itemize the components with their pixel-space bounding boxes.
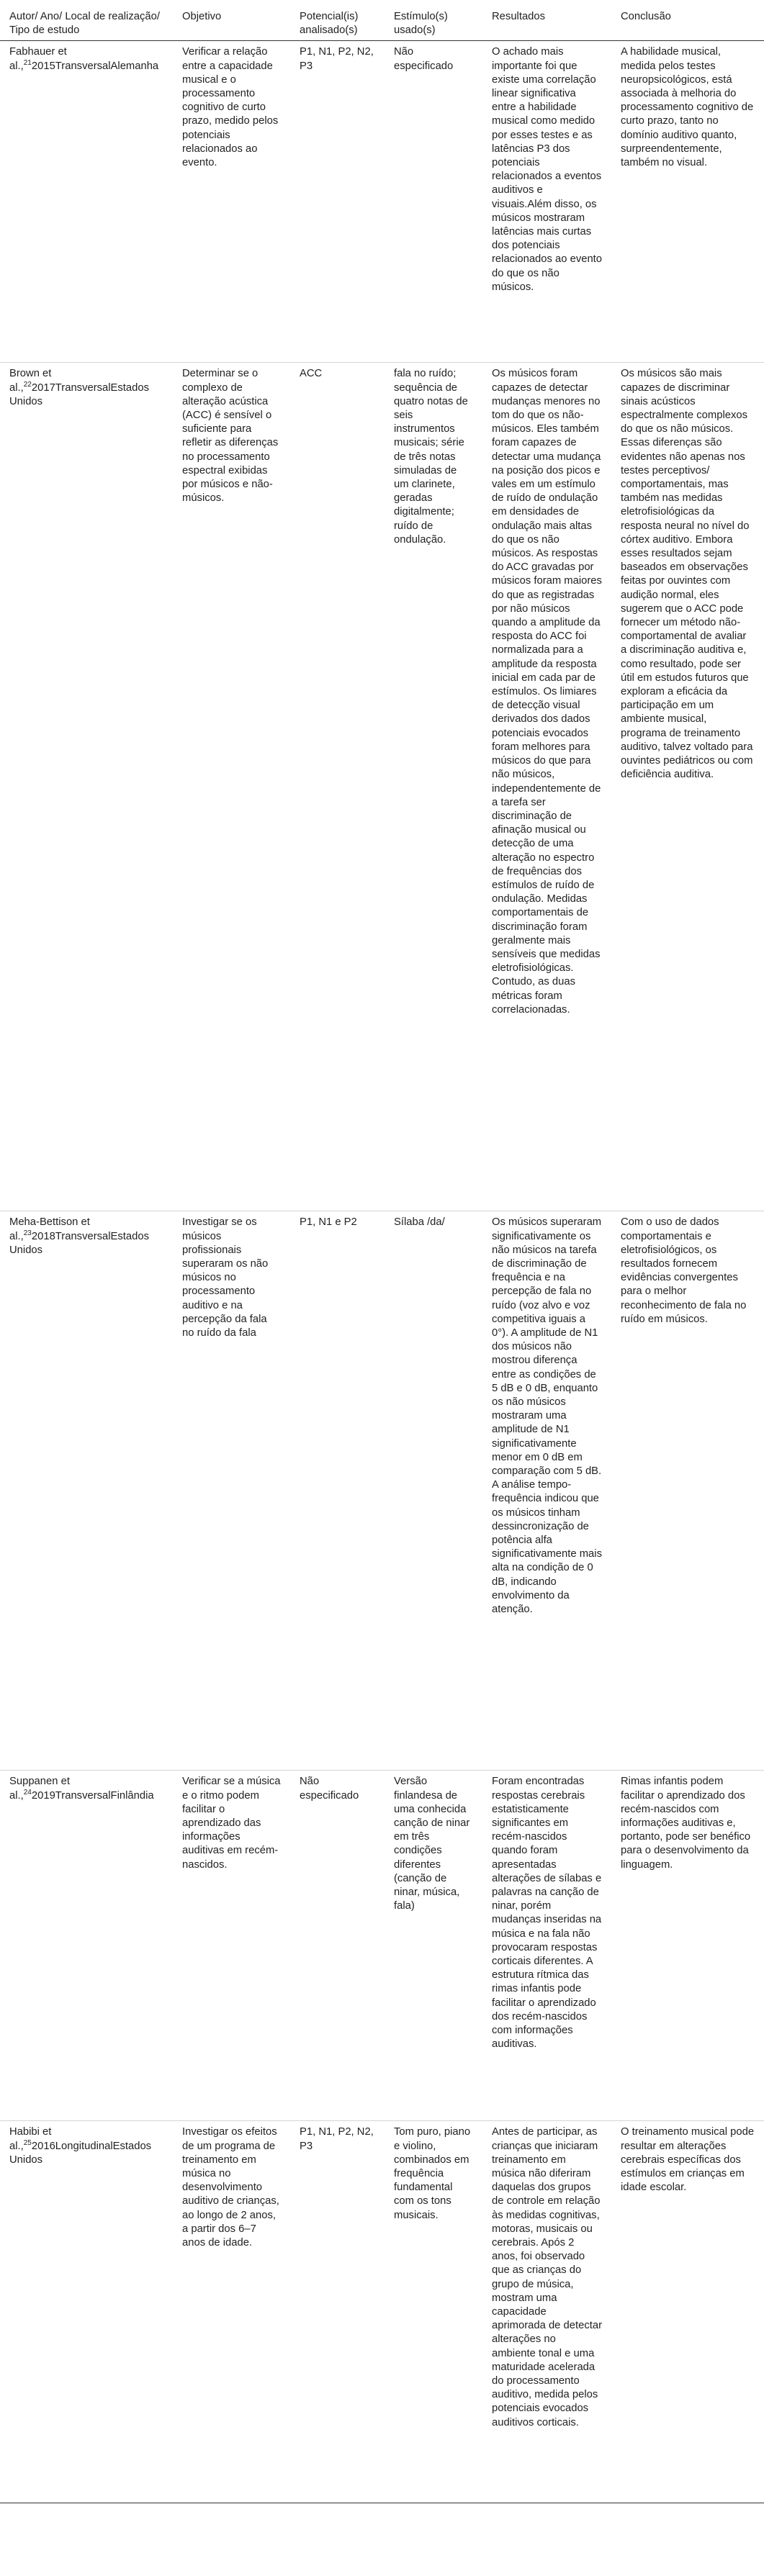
reference-link[interactable]: 25 — [23, 2138, 32, 2147]
study-details: 2019TransversalFinlândia — [31, 1789, 154, 1802]
study-details: 2018TransversalEstados Unidos — [9, 1230, 150, 1256]
author-name: Fabhauer et al., — [9, 46, 67, 72]
stimuli-cell: Sílaba /da/ — [394, 1216, 445, 1229]
author-name: Meha-Bettison et al., — [9, 1216, 90, 1242]
header-conclusion: Conclusão — [621, 11, 671, 22]
conclusion-cell: Rimas infantis podem facilitar o aprendizado dos recém-nascidos com informações auditivas e, portanto, pode ser benéfico para o desenvolvimento da linguagem. — [621, 1776, 751, 1871]
author-cell — [0, 1211, 173, 1771]
results-cell: O achado mais importante foi que existe uma correlação linear significativa entre a habilidade musical como medido por esses testes e as latências P3 dos potenciais relacionados a eventos auditivos e visuais.Além disso, os músicos mostraram latências mais curtas dos potenciais relacionados ao evento do que os não músicos. — [492, 46, 603, 293]
objective-cell: Investigar os efeitos de um programa de treinamento em música no desenvolvimento auditivo de crianças, ao longo de 2 anos, a partir dos 6–7 anos de idade. — [182, 2126, 279, 2249]
conclusion-cell: Com o uso de dados comportamentais e eletrofisiológicos, os resultados fornecem evidências convergentes para o melhor reconhecimento de fala no ruído em músicos. — [621, 1216, 747, 1325]
reference-link[interactable]: 24 — [23, 1788, 32, 1797]
stimuli-cell: Não especificado — [394, 46, 454, 72]
potentials-cell: P1, N1, P2, N2, P3 — [300, 46, 374, 72]
header-results: Resultados — [492, 11, 546, 22]
results-cell: Os músicos superaram significativamente os não músicos na tarefa de discriminação de frequência e na percepção de fala no ruído (voz alvo e voz competitiva iguais a 0°). A amplitude de N1 dos músicos não mostrou diferença entre as condições de 5 dB e 0 dB, enquanto os não músicos mostraram uma amplitude de N1 significativamente menor em 0 dB em comparação com 5 dB. A análise tempo-frequência indicou que os músicos tinham dessincronização de potência alfa significativamente mais alta na condição de 0 dB, indicando envolvimento da atenção. — [492, 1216, 602, 1616]
header-author: Autor/ Ano/ Local de realização/ Tipo de estudo — [9, 11, 160, 37]
conclusion-cell: O treinamento musical pode resultar em alterações cerebrais específicas dos estímulos em crianças em idade escolar. — [621, 2126, 755, 2194]
author-cell — [0, 41, 173, 363]
author-name: Habibi et al., — [9, 2126, 52, 2152]
header-potentials: Potencial(is) analisado(s) — [300, 11, 359, 37]
objective-cell: Verificar se a música e o ritmo podem facilitar o aprendizado das informações auditivas em recém-nascidos. — [182, 1776, 281, 1871]
potentials-cell: P1, N1, P2, N2, P3 — [300, 2126, 374, 2152]
study-details: 2017TransversalEstados Unidos — [9, 381, 150, 407]
objective-cell: Investigar se os músicos profissionais superaram os não músicos no processamento auditivo e na percepção da fala no ruído da fala — [182, 1216, 269, 1339]
reference-link[interactable]: 21 — [23, 58, 32, 67]
reference-link[interactable]: 22 — [23, 380, 32, 389]
author-cell — [0, 363, 173, 1211]
conclusion-cell: A habilidade musical, medida pelos testes neuropsicológicos, está associada à melhoria do processamento cognitivo de curto prazo, tanto no domínio auditivo quanto, surpreendentemente, também no visual. — [621, 46, 754, 169]
table-row — [0, 2121, 764, 2503]
conclusion-cell: Os músicos são mais capazes de discriminar sinais acústicos espectralmente complexos do que os não músicos. Essas diferenças são evidentes não apenas nos testes perceptivos/ comportamentais, mas também nas medidas eletrofisiológicas da resposta neural no nível do córtex auditivo. Embora esses resultados sejam baseados em observações feitas por ouvintes com audição normal, eles sugerem que o ACC pode fornecer um método não-comportamental de avaliar a discriminação auditiva e, como resultado, pode ser útil em estudos futuros que exploram a eficácia da participação em um ambiente musical, programa de treinamento auditivo, talvez voltado para ouvintes pediátricos ou com deficiência auditiva. — [621, 368, 753, 781]
header-stimuli: Estímulo(s) usado(s) — [394, 11, 448, 37]
stimuli-cell: Tom puro, piano e violino, combinados em frequência fundamental com os tons musicais. — [394, 2126, 471, 2221]
potentials-cell: Não especificado — [300, 1776, 359, 1802]
study-details: 2015TransversalAlemanha — [31, 60, 159, 72]
study-details: 2016LongitudinalEstados Unidos — [9, 2140, 152, 2166]
objective-cell: Determinar se o complexo de alteração acústica (ACC) é sensível o suficiente para refletir as diferenças no processamento espectral exibidas por músicos e não-músicos. — [182, 368, 279, 505]
table-row — [0, 41, 764, 363]
table-row — [0, 1771, 764, 2121]
author-name: Brown et al., — [9, 368, 52, 394]
potentials-cell: P1, N1 e P2 — [300, 1216, 357, 1229]
results-cell: Os músicos foram capazes de detectar mudanças menores no tom do que os não-músicos. Eles também foram capazes de detectar uma mudança na posição dos picos e vales em um estímulo de ruído de ondulação em densidades de ondulação mais altas do que os não músicos. As respostas do ACC gravadas por músicos foram maiores do que as registradas por não músicos quando a amplitude da resposta do ACC foi normalizada para a amplitude da resposta inicial em cada par de estímulos. Os limiares de detecção visual derivados dos dados potenciais evocados foram melhores para músicos do que para não músicos, independentemente de a tarefa ser discriminação de afinação musical ou detecção de uma alteração no espectro de frequências dos estímulos de ruído de ondulação. Medidas comportamentais de discriminação foram geralmente mais sensíveis que medidas eletrofisiológicas. Contudo, as duas métricas foram correlacionadas. — [492, 368, 602, 1016]
table-header-row — [0, 0, 764, 41]
stimuli-cell: fala no ruído; sequência de quatro notas de seis instrumentos musicais; série de três notas simuladas de um clarinete, geradas digitalmente; ruído de ondulação. — [394, 368, 468, 546]
author-cell — [0, 1771, 173, 2121]
objective-cell: Verificar a relação entre a capacidade musical e o processamento cognitivo de curto prazo, medido pelos potenciais relacionados ao evento. — [182, 46, 279, 169]
table-row — [0, 1211, 764, 1771]
author-name: Suppanen et al., — [9, 1776, 70, 1802]
results-cell: Foram encontradas respostas cerebrais estatisticamente significantes em recém-nascidos quando foram apresentadas alterações de sílabas e palavras na canção de ninar, porém mudanças inseridas na música e na fala não provocaram respostas corticais diferentes. A estrutura rítmica das rimas infantis pode facilitar o aprendizado dos recém-nascidos com informações auditivas. — [492, 1776, 602, 2051]
header-objective: Objetivo — [182, 11, 222, 22]
potentials-cell: ACC — [300, 368, 323, 380]
table-row — [0, 363, 764, 1211]
stimuli-cell: Versão finlandesa de uma conhecida canção de ninar em três condições diferentes (canção de ninar, música, fala) — [394, 1776, 470, 1912]
results-cell: Antes de participar, as crianças que iniciaram treinamento em música não diferiram daquelas dos grupos de controle em relação às medidas cognitivas, motoras, musicais ou cerebrais. Após 2 anos, foi observado que as crianças do grupo de música, mostram uma capacidade aprimorada de detectar alterações no ambiente tonal e uma maturidade acelerada do processamento auditivo, medida pelos potenciais evocados auditivos corticais. — [492, 2126, 602, 2428]
reference-link[interactable]: 23 — [23, 1229, 32, 1237]
author-cell — [0, 2121, 173, 2503]
